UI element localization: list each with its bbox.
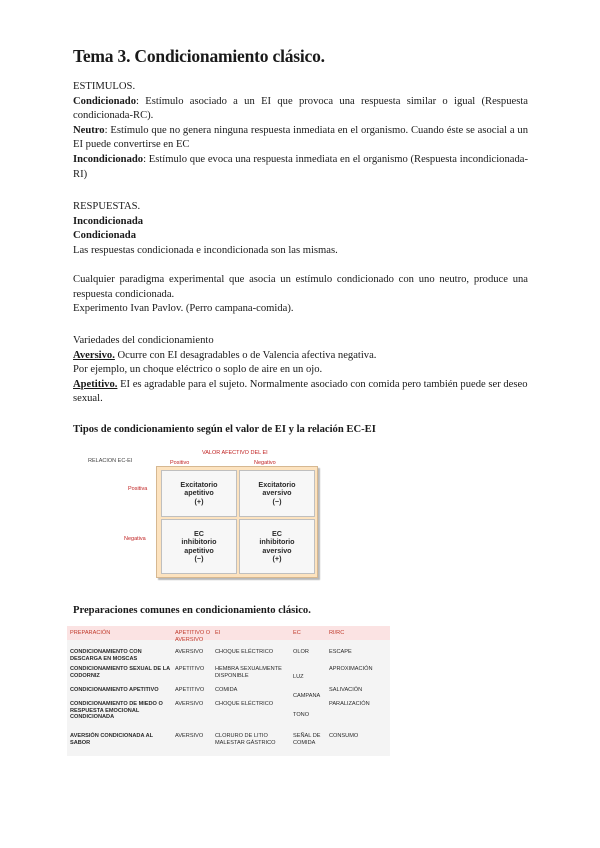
table-cell: AVERSIVO	[175, 649, 204, 655]
table-cell: LUZ	[293, 674, 304, 680]
cell-line: aversivo	[262, 545, 292, 555]
ejemplo-text: Por ejemplo, un choque eléctrico o soplo de aire en un ojo.	[73, 364, 323, 376]
table-cell: OLOR	[293, 649, 309, 655]
header-ri-rc: RI/RC	[329, 630, 345, 636]
condicionado-definition	[73, 95, 528, 124]
table-cell: APROXIMACIÓN	[329, 666, 373, 672]
apetitivo-text: EI es agradable para el sujeto. Normalmente asociado con comida pero también puede ser deseo sexual.	[73, 378, 528, 405]
respuestas-heading: RESPUESTAS.	[73, 201, 141, 212]
apetitivo-definition	[73, 378, 528, 407]
table-cell: CAMPANA	[293, 693, 321, 699]
estimulos-section	[73, 80, 528, 182]
neutro-definition	[73, 124, 528, 153]
table-cell: HEMBRA SEXUALMENTE DISPONIBLE	[215, 666, 282, 679]
table-cell: AVERSIVO	[175, 701, 204, 707]
header-preparacion: PREPARACIÓN	[70, 630, 111, 636]
table-cell: SALIVACIÓN	[329, 687, 363, 693]
respuesta-condicionada: Condicionada	[73, 230, 136, 242]
respuestas-text: Las respuestas condicionada e incondicionada son las mismas.	[73, 244, 338, 256]
incondicionado-definition	[73, 153, 528, 182]
table-cell: CONDICIONAMIENTO DE MIEDO O RESPUESTA EMOCIONAL CONDICIONADA	[70, 701, 163, 721]
variedades-section	[73, 334, 528, 407]
row-positiva-label: Positiva	[128, 486, 148, 492]
table-cell: TONO	[293, 712, 310, 718]
paradigma-section	[73, 273, 528, 317]
table-cell: APETITIVO	[175, 666, 205, 672]
header-ei: EI	[215, 630, 221, 636]
paradigma-text: Cualquier paradigma experimental que asocia un estímulo condicionado con uno neutro, produce una respuesta condicionada.	[73, 274, 528, 300]
respuesta-incondicionada: Incondicionada	[73, 215, 144, 227]
cell-line: EC	[272, 528, 282, 538]
cell-line: EC	[194, 528, 204, 538]
cell-excitatorio-apetitivo	[161, 470, 237, 517]
header-ec: EC	[293, 630, 301, 636]
cell-line: (−)	[194, 553, 204, 563]
table-cell: CONDICIONAMIENTO SEXUAL DE LA CODORNIZ	[70, 666, 170, 679]
condicionado-text: : Estímulo asociado a un EI que provoca una respuesta similar o igual (Respuesta condicionada-RC).	[73, 95, 528, 122]
row-negativa-label: Negativa	[124, 536, 146, 542]
cell-line: (+)	[272, 553, 282, 563]
table-cell: PARALIZACIÓN	[329, 701, 370, 707]
cell-line: Excitatorio	[258, 479, 296, 489]
respuestas-section	[73, 200, 528, 258]
estimulos-heading: ESTIMULOS.	[73, 81, 136, 92]
condicionado-term: Condicionado	[73, 95, 136, 107]
table-cell: CHOQUE ELÉCTRICO	[215, 649, 274, 655]
aversivo-text: Ocurre con EI desagradables o de Valencia afectiva negativa.	[114, 349, 377, 361]
table-cell: SEÑAL DE COMIDA	[293, 733, 321, 746]
cell-line: (+)	[194, 496, 204, 506]
table-cell: COMIDA	[215, 687, 238, 693]
neutro-term: Neutro	[73, 124, 105, 136]
cell-line: apetitivo	[184, 545, 214, 555]
aversivo-term: Aversivo.	[73, 349, 115, 361]
cell-line: (−)	[272, 496, 282, 506]
cell-line: inhibitorio	[259, 537, 295, 547]
aversivo-definition	[73, 349, 528, 364]
col-negativo-label: Negativo	[254, 460, 276, 466]
table-cell: CONSUMO	[329, 733, 359, 739]
table-cell: CLORURO DE LITIO MALESTAR GÁSTRICO	[215, 733, 276, 746]
cell-line: aversivo	[262, 488, 292, 498]
cell-excitatorio-aversivo	[239, 470, 315, 517]
cell-line: Excitatorio	[180, 479, 218, 489]
table-cell: APETITIVO	[175, 687, 205, 693]
table-cell: CHOQUE ELÉCTRICO	[215, 701, 274, 707]
relacion-label: RELACION EC-EI	[88, 458, 133, 464]
cell-line: apetitivo	[184, 488, 214, 498]
condicionamiento-matrix	[84, 450, 324, 580]
neutro-text: : Estímulo que no genera ninguna respuesta inmediata en el organismo. Cuando éste se asocial a un EI puede convertirse en EC	[73, 124, 528, 151]
table-cell: AVERSIÓN CONDICIONADA AL SABOR	[70, 733, 153, 746]
matrix-grid	[156, 466, 318, 578]
preparaciones-table	[67, 626, 390, 756]
valor-afectivo-label: VALOR AFECTIVO DEL EI	[202, 450, 268, 456]
table-cell: AVERSIVO	[175, 733, 204, 739]
page-title: Tema 3. Condicionamiento clásico.	[73, 46, 325, 66]
table-cell: CONDICIONAMIENTO APETITIVO	[70, 687, 159, 693]
cell-inhibitorio-apetitivo	[161, 519, 237, 574]
col-positivo-label: Positivo	[170, 460, 190, 466]
header-apetitivo-aversivo: APETITIVO O AVERSIVO	[175, 630, 211, 643]
table-cell: ESCAPE	[329, 649, 352, 655]
tipos-heading: Tipos de condicionamiento según el valor de EI y la relación EC-EI	[73, 424, 376, 435]
cell-inhibitorio-aversivo	[239, 519, 315, 574]
variedades-heading: Variedades del condicionamiento	[73, 335, 214, 346]
preparaciones-heading: Preparaciones comunes en condicionamiento clásico.	[73, 605, 311, 616]
apetitivo-term: Apetitivo.	[73, 378, 118, 390]
cell-line: inhibitorio	[181, 537, 217, 547]
table-cell: CONDICIONAMIENTO CON DESCARGA EN MOSCAS	[70, 649, 142, 662]
experimento-pavlov: Experimento Ivan Pavlov. (Perro campana-comida).	[73, 303, 294, 315]
incondicionado-text: : Estímulo que evoca una respuesta inmediata en el organismo (Respuesta incondicionada-RI)	[73, 153, 528, 180]
incondicionado-term: Incondicionado	[73, 153, 144, 165]
